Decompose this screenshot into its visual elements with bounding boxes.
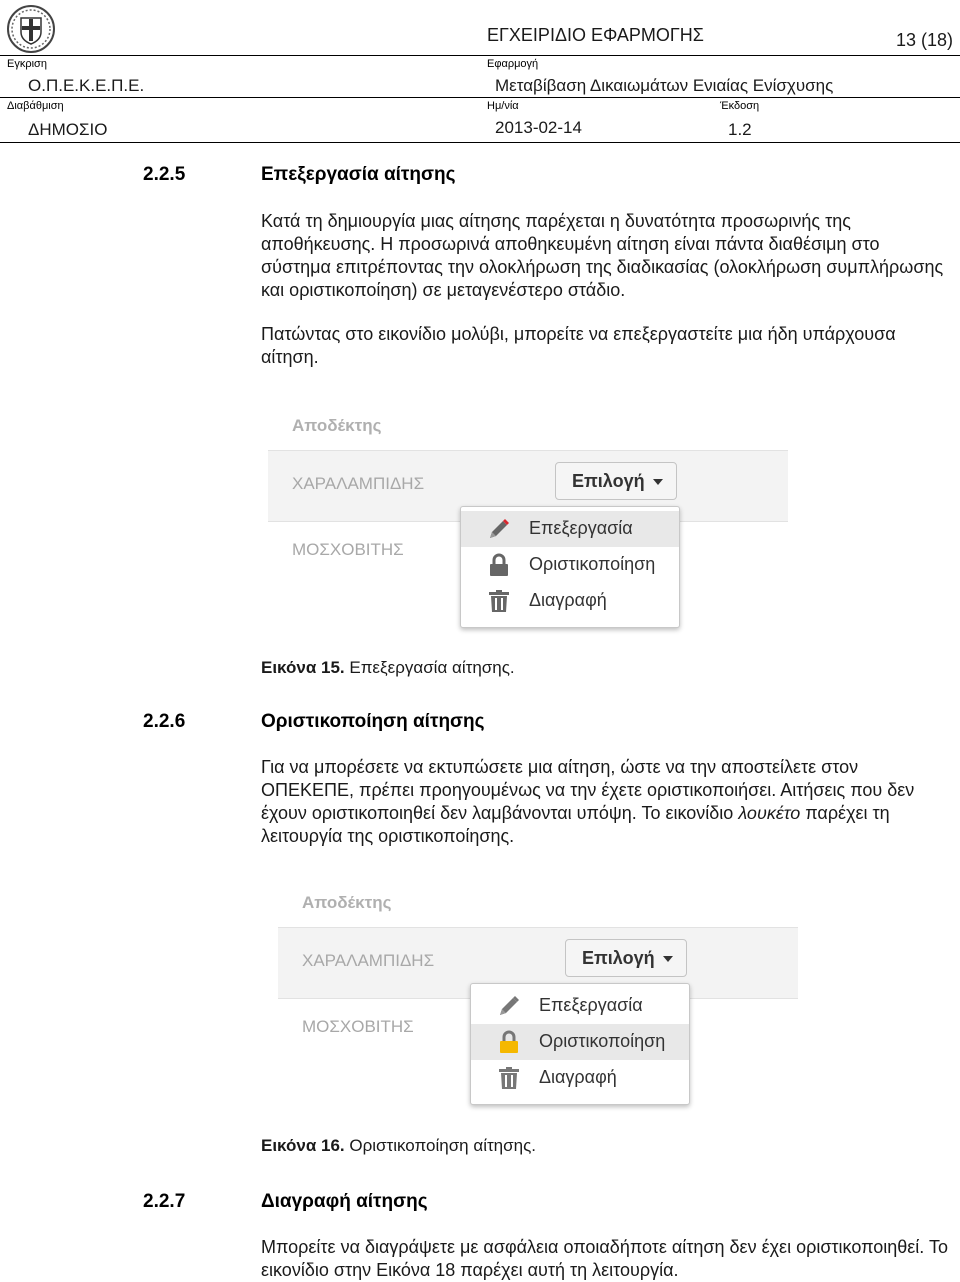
paragraph-text: Για να μπορέσετε να εκτυπώσετε μια αίτηση, ώστε να την αποστείλετε στον ΟΠΕΚΕΠΕ, πρέπει προηγουμένως να την έχετε οριστικοποιήσει. Αιτήσεις που δεν έχουν οριστικοποιηθεί δεν λαμβάνονται υπόψη. Το εικονίδιο [261,757,915,823]
menu-item-label: Επεξεργασία [539,995,643,1015]
section-number: 2.2.6 [143,711,186,732]
paragraph [261,756,951,848]
menu-item-label: Διαγραφή [539,1067,617,1087]
menu-item-edit[interactable] [461,511,679,547]
header-rule-2 [0,97,960,98]
menu-item-label: Επεξεργασία [529,518,633,538]
version-label: Έκδοση [720,100,760,112]
approval-label: Εγκριση [7,58,47,70]
column-header-recipient: Αποδέκτης [302,893,392,912]
figure-caption [261,658,515,678]
figure-caption [261,1136,536,1156]
caret-down-icon [653,479,663,485]
classification-value: ΔΗΜΟΣΙΟ [28,120,108,139]
button-label: Επιλογή [572,471,645,491]
menu-item-finalize[interactable] [461,547,679,583]
approval-value: Ο.Π.Ε.Κ.Ε.Π.Ε. [28,76,145,95]
dropdown-menu [470,983,690,1105]
section-number: 2.2.7 [143,1191,186,1212]
date-value: 2013-02-14 [495,118,582,137]
app-value: Μεταβίβαση Δικαιωμάτων Ενιαίας Ενίσχυσης [495,76,834,95]
classification-label: Διαβάθμιση [7,100,64,112]
date-label: Ημ/νία [487,100,519,112]
paragraph: Κατά τη δημιουργία μιας αίτησης παρέχεται η δυνατότητα προσωρινής της αποθήκευσης. Η προσωρινά αποθηκευμένη αίτηση είναι πάντα διαθέσιμη στο σύστημα επιτρέποντας την ολοκλήρωση της διαδικασίας (ολοκλήρωση συμπλήρωσης και οριστικοποίηση) σε μεταγενέστερο στάδιο. [261,211,944,300]
select-dropdown-button[interactable] [565,939,687,977]
recipient-name: ΜΟΣΧΟΒΙΤΗΣ [292,540,404,559]
app-label: Εφαρμογή [487,58,539,70]
figure-screenshot-edit [268,410,798,640]
recipient-name: ΜΟΣΧΟΒΙΤΗΣ [302,1017,414,1036]
version-value: 1.2 [728,120,752,139]
menu-item-label: Οριστικοποίηση [529,554,656,574]
figure-screenshot-finalize [278,887,808,1117]
section-number: 2.2.5 [143,164,186,185]
menu-item-delete[interactable] [461,583,679,619]
section-title: Διαγραφή αίτησης [261,1191,428,1212]
header-rule-3 [0,142,960,143]
header-rule-1 [0,55,960,56]
paragraph-text: παρέχει τη λειτουργία της οριστικοποίησης. [261,803,890,846]
caption-number: Εικόνα 15. [261,658,345,677]
menu-item-delete[interactable] [471,1060,689,1096]
doc-title: ΕΓΧΕΙΡΙΔΙΟ ΕΦΑΡΜΟΓΗΣ [487,25,704,45]
emblem-logo [6,4,56,54]
menu-item-label: Οριστικοποίηση [539,1031,666,1051]
caption-text: Οριστικοποίηση αίτησης. [349,1136,537,1155]
lock-icon [497,1030,521,1054]
caption-text: Επεξεργασία αίτησης. [349,658,515,677]
lock-icon [487,553,511,577]
recipient-name: ΧΑΡΑΛΑΜΠΙΔΗΣ [302,951,435,970]
caret-down-icon [663,956,673,962]
button-label: Επιλογή [582,948,655,968]
caption-number: Εικόνα 16. [261,1136,345,1155]
recipient-name: ΧΑΡΑΛΑΜΠΙΔΗΣ [292,474,425,493]
page-number: 13 (18) [896,30,954,50]
dropdown-menu [460,506,680,628]
paragraph-emphasis: λουκέτο [738,803,801,823]
menu-item-edit[interactable] [471,988,689,1024]
column-header-recipient: Αποδέκτης [292,416,382,435]
menu-item-label: Διαγραφή [529,590,607,610]
select-dropdown-button[interactable] [555,462,677,500]
pencil-icon [487,517,511,541]
section-title: Επεξεργασία αίτησης [261,164,456,185]
paragraph: Πατώντας στο εικονίδιο μολύβι, μπορείτε να επεξεργαστείτε μια ήδη υπάρχουσα αίτηση. [261,324,896,367]
menu-item-finalize[interactable] [471,1024,689,1060]
paragraph: Μπορείτε να διαγράψετε με ασφάλεια οποιαδήποτε αίτηση δεν έχει οριστικοποιηθεί. Το εικονίδιο στην Εικόνα 18 παρέχει αυτή τη λειτουργία. [261,1237,948,1280]
trash-icon [497,1066,521,1090]
pencil-icon [497,994,521,1018]
trash-icon [487,589,511,613]
section-title: Οριστικοποίηση αίτησης [261,711,485,732]
